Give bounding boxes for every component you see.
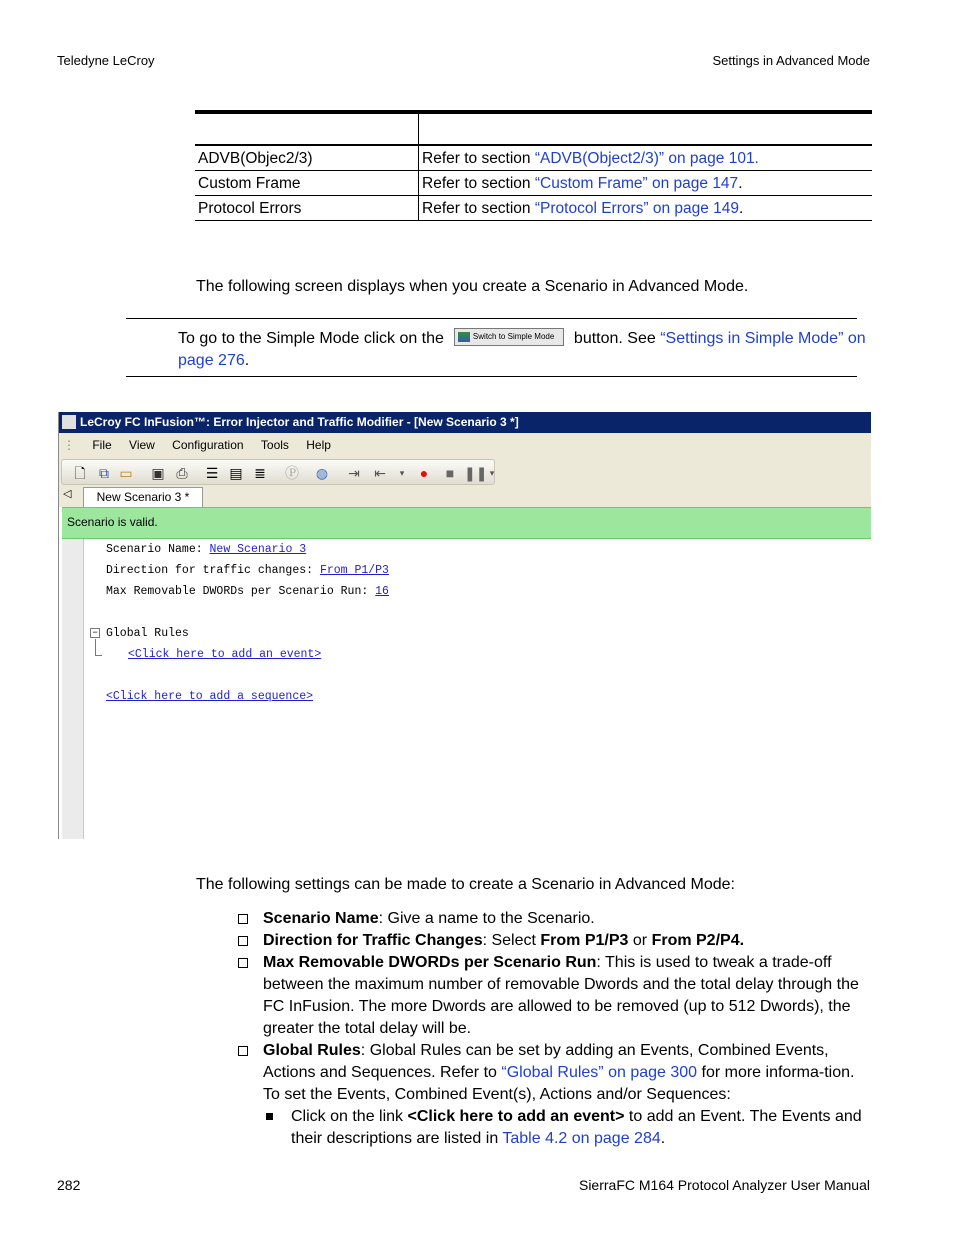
- checkbox-bullet-icon: [238, 914, 248, 924]
- global-rules-link[interactable]: “Global Rules” on page 300: [501, 1064, 698, 1081]
- note-box: To go to the Simple Mode click on the Switch to Simple Mode button. See “Settings in Simple Mode” on page 276.: [178, 328, 868, 372]
- tree-connector: [95, 639, 102, 656]
- page-number: 282: [57, 1177, 81, 1193]
- print-icon[interactable]: ⎙: [176, 465, 188, 481]
- footer-title: SierraFC M164 Protocol Analyzer User Manual: [578, 1177, 870, 1193]
- list-item: Direction for Traffic Changes: Select From P1/P3 or From P2/P4.: [238, 930, 868, 952]
- toolbar: [59, 457, 871, 485]
- new-file-icon[interactable]: 🗋: [74, 465, 86, 481]
- save-icon[interactable]: ▣: [151, 465, 165, 481]
- list-view-icon[interactable]: ☰: [205, 465, 219, 481]
- switch-icon: [458, 332, 470, 342]
- switch-to-simple-mode-button: Switch to Simple Mode: [454, 328, 564, 346]
- table-cell-ref: Refer to section “Custom Frame” on page 147.: [419, 171, 873, 196]
- reference-table: [195, 110, 872, 221]
- header-right: Settings in Advanced Mode: [712, 53, 870, 68]
- tab-bar: [59, 485, 871, 507]
- note-divider-bottom: [126, 376, 857, 377]
- add-event-link[interactable]: <Click here to add an event>: [128, 648, 322, 661]
- step-back-icon[interactable]: ⇤: [374, 465, 386, 481]
- global-rules-label: Global Rules: [106, 627, 189, 640]
- tab-new-scenario[interactable]: New Scenario 3 *: [83, 487, 203, 508]
- max-dwords-link[interactable]: 16: [375, 585, 389, 598]
- network-icon[interactable]: ◍: [315, 465, 329, 481]
- ref-link[interactable]: “Protocol Errors” on page 149: [534, 200, 740, 217]
- menu-bar: [59, 433, 871, 457]
- checkbox-bullet-icon: [238, 1046, 248, 1056]
- scenario-name-line: Scenario Name: New Scenario 3: [106, 543, 307, 556]
- status-bar: Scenario is valid.: [62, 507, 871, 539]
- table-cell-ref: Refer to section “ADVB(Object2/3)” on page 101.: [419, 145, 873, 171]
- menu-tools[interactable]: Tools: [260, 438, 289, 452]
- menu-help[interactable]: Help: [306, 438, 331, 452]
- list-item: Max Removable DWORDs per Scenario Run: This is used to tweak a trade-off between the maximum number of removable Dwords and the total delay through the FC InFusion. The more Dwords are allowed to be removed (up to 512 Dwords), the greater the total delay will be.: [238, 952, 868, 1040]
- table-row: [195, 171, 872, 196]
- toolbar-overflow-icon-2[interactable]: ▾: [489, 468, 495, 478]
- stop-icon[interactable]: ■: [445, 465, 455, 481]
- collapse-toggle-icon[interactable]: −: [90, 628, 100, 638]
- menu-configuration[interactable]: Configuration: [172, 438, 244, 452]
- copy-icon[interactable]: ⧉: [99, 465, 109, 481]
- sub-list: [263, 1106, 868, 1150]
- list-item: Global Rules: Global Rules can be set by adding an Events, Combined Events, Actions and Sequences. Refer to “Global Rules” on page 300 for more informa-tion. To set the Events, Combined Event(s), Actions and/or Sequences: Click on the link <Click here to add an event> to add an Event. The Events and their descriptions are listed in Table 4.2 on page 284.: [238, 1040, 868, 1150]
- table-cell-name: Protocol Errors: [195, 196, 419, 221]
- report-icon[interactable]: ≣: [254, 465, 266, 481]
- window-title-bar: [59, 412, 871, 433]
- record-icon[interactable]: ●: [419, 465, 429, 481]
- simple-mode-link[interactable]: “Settings in Simple Mode” on page 276: [178, 330, 866, 369]
- table-cell-name: Custom Frame: [195, 171, 419, 196]
- intro-paragraph: The following screen displays when you create a Scenario in Advanced Mode.: [196, 278, 749, 295]
- checkbox-bullet-icon: [238, 936, 248, 946]
- checkbox-bullet-icon: [238, 958, 248, 968]
- scenario-name-link[interactable]: New Scenario 3: [209, 543, 307, 556]
- toolbar-strip: [61, 459, 495, 485]
- toolbar-overflow-icon[interactable]: ▾: [399, 468, 405, 478]
- table-cell-name: ADVB(Objec2/3): [195, 145, 419, 171]
- table-row: [195, 145, 872, 171]
- settings-list: [238, 908, 868, 1150]
- menu-grip-icon: ⋮: [63, 438, 75, 452]
- app-screenshot: [58, 412, 871, 839]
- add-sequence-link[interactable]: <Click here to add a sequence>: [106, 690, 314, 703]
- table-header-row: [195, 112, 872, 145]
- menu-file[interactable]: File: [92, 438, 112, 452]
- direction-line: Direction for traffic changes: From P1/P3: [106, 564, 389, 577]
- table-link[interactable]: Table 4.2 on page 284: [502, 1130, 661, 1147]
- max-dwords-line: Max Removable DWORDs per Scenario Run: 16: [106, 585, 389, 598]
- header-left: Teledyne LeCroy: [57, 53, 155, 68]
- table-view-icon[interactable]: ▤: [229, 465, 243, 481]
- square-bullet-icon: [266, 1113, 273, 1120]
- direction-link[interactable]: From P1/P3: [319, 564, 389, 577]
- tab-scroll-left-icon[interactable]: ◁: [63, 488, 72, 500]
- pause-icon[interactable]: ❚❚: [464, 465, 488, 481]
- open-folder-icon[interactable]: ▭: [119, 465, 133, 481]
- ref-link[interactable]: “Custom Frame” on page 147: [534, 175, 739, 192]
- add-sequence-link-wrap: [106, 690, 313, 703]
- app-icon: [62, 415, 76, 429]
- menu-view[interactable]: View: [129, 438, 155, 452]
- ref-link[interactable]: “ADVB(Object2/3)” on page 101.: [534, 150, 759, 167]
- add-event-link-wrap: [128, 648, 321, 661]
- window-title: LeCroy FC InFusion™: Error Injector and Traffic Modifier - [New Scenario 3 *]: [80, 415, 519, 429]
- list-item: Scenario Name: Give a name to the Scenario.: [238, 908, 868, 930]
- step-icon[interactable]: ⇥: [348, 465, 360, 481]
- table-cell-ref: Refer to section “Protocol Errors” on page 149.: [419, 196, 873, 221]
- table-row: [195, 196, 872, 221]
- editor-gutter: [62, 539, 84, 839]
- settings-intro: The following settings can be made to create a Scenario in Advanced Mode:: [196, 876, 735, 893]
- list-item: Click on the link <Click here to add an event> to add an Event. The Events and their descriptions are listed in Table 4.2 on page 284.: [263, 1106, 868, 1150]
- p-icon[interactable]: Ⓟ: [285, 465, 299, 481]
- note-divider-top: [126, 318, 857, 319]
